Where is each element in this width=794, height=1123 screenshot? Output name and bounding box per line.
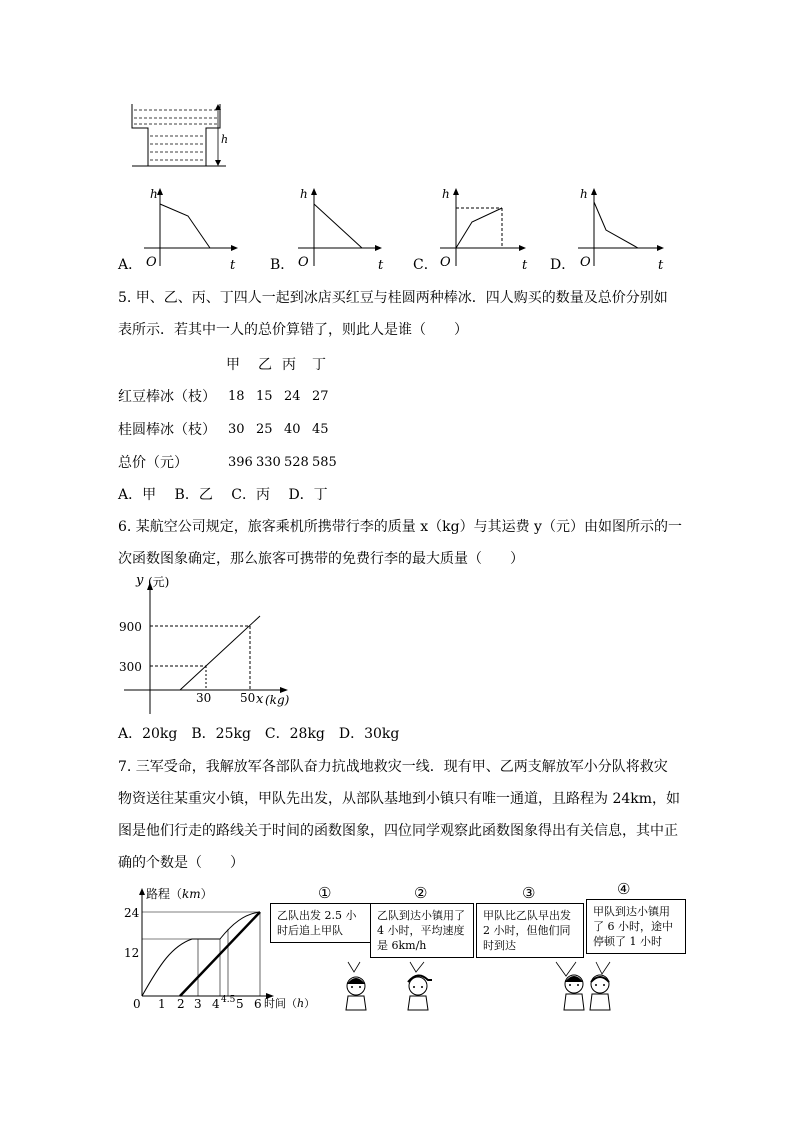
q5-row1-v3: 24 — [284, 389, 301, 404]
q6-y-unit: (元) — [148, 575, 170, 589]
graph-c — [436, 188, 546, 268]
bubble-1: 乙队出发 2.5 小时后追上甲队 — [270, 903, 372, 943]
q5-row1-v2: 15 — [256, 389, 273, 404]
q7-y-label-text: 路程（ — [146, 887, 183, 901]
q5-row2-v3: 40 — [284, 422, 301, 437]
q7-xtick-45: 4.5 — [221, 995, 236, 1005]
q6-line2: 次函数图象确定，那么旅客可携带的免费行李的最大质量（ ） — [118, 551, 524, 567]
graph-b-origin: O — [298, 255, 309, 270]
q7-line1: 7. 三军受命，我解放军各部队奋力抗战地救灾一线．现有甲、乙两支解放军小分队将救灾 — [118, 759, 668, 775]
container-figure — [128, 102, 228, 172]
graph-a-t: t — [230, 258, 236, 273]
bubble-3-number: ③ — [522, 884, 536, 902]
graph-b-option: B． — [270, 257, 295, 273]
q5-options: A．甲 B．乙 C．丙 D．丁 — [118, 487, 328, 503]
q5-header-bing: 丙 — [282, 357, 296, 373]
q7-line2: 物资送往某重灾小镇，甲队先出发，从部队基地到小镇只有唯一通道，且路程为 24km，如 — [118, 791, 681, 807]
q5-row3-v3: 528 — [284, 455, 309, 470]
q5-header-jia: 甲 — [226, 357, 240, 373]
graph-c-t: t — [522, 258, 528, 273]
graph-d-origin: O — [580, 255, 591, 270]
q5-row1-v1: 18 — [228, 389, 245, 404]
q5-row2-v4: 45 — [312, 422, 329, 437]
container-h-label: h — [221, 133, 229, 146]
graph-c-h: h — [442, 187, 450, 201]
q7-xtick-1: 1 — [158, 997, 166, 1011]
bubble-2: 乙队到达小镇用了 4 小时，平均速度是 6km/h — [370, 903, 474, 958]
q5-row1-v4: 27 — [312, 389, 329, 404]
q7-y-unit: km — [182, 887, 201, 901]
q6-x-label: x — [256, 692, 264, 707]
q6-xtick-30: 30 — [196, 691, 212, 705]
bubble-3: 甲队比乙队早出发 2 小时，但他们同时到达 — [476, 903, 584, 958]
q6-y-label: y — [136, 573, 144, 588]
q7-xtick-5: 5 — [236, 997, 244, 1011]
q5-row2-label: 桂圆棒冰（枝） — [118, 422, 216, 438]
bubble-2-number: ② — [414, 884, 428, 902]
q7-line4: 确的个数是（ ） — [118, 855, 244, 871]
q7-y-label — [146, 884, 213, 904]
q5-line1: 5. 甲、乙、丙、丁四人一起到冰店买红豆与桂圆两种棒冰．四人购买的数量及总价分别如 — [118, 290, 668, 306]
q5-row3-label: 总价（元） — [118, 455, 188, 471]
bubble-4: 甲队到达小镇用了 6 小时，途中停顿了 1 小时 — [586, 899, 686, 954]
graph-a-option: A． — [118, 257, 143, 273]
q5-row3-v2: 330 — [256, 455, 281, 470]
graph-c-option: C． — [413, 257, 438, 273]
q7-xtick-2: 2 — [177, 997, 185, 1011]
graph-c-origin: O — [440, 255, 451, 270]
q7-ytick-12: 12 — [124, 946, 140, 960]
q5-header-ding: 丁 — [312, 357, 326, 373]
student-figures — [290, 940, 710, 1020]
q5-row3-v4: 585 — [312, 455, 337, 470]
q5-row3-v1: 396 — [228, 455, 253, 470]
q5-row2-v1: 30 — [228, 422, 245, 437]
q7-x-unit: h — [297, 997, 305, 1010]
q6-ytick-900: 900 — [119, 620, 142, 634]
q7-xtick-6: 6 — [254, 997, 262, 1011]
q6-x-unit: (kg) — [265, 693, 290, 707]
graph-d-option: D． — [550, 257, 576, 273]
graph-d-h: h — [580, 187, 588, 201]
q7-x-label-text: 时间（ — [264, 997, 297, 1010]
graph-b-t: t — [378, 258, 384, 273]
q7-xtick-4: 4 — [212, 997, 220, 1011]
q5-row1-label: 红豆棒冰（枝） — [118, 389, 216, 405]
bubble-1-number: ① — [318, 884, 332, 902]
graph-b — [294, 188, 404, 268]
q7-ytick-24: 24 — [124, 906, 140, 920]
q6-xtick-50: 50 — [240, 691, 256, 705]
q5-line2: 表所示．若其中一人的总价算错了，则此人是谁（ ） — [118, 322, 468, 338]
q6-ytick-300: 300 — [119, 660, 142, 674]
q5-row2-v2: 25 — [256, 422, 273, 437]
q5-header-yi: 乙 — [258, 357, 272, 373]
graph-d-t: t — [658, 258, 664, 273]
q7-xtick-3: 3 — [194, 997, 202, 1011]
graph-a-h: h — [150, 187, 158, 201]
graph-b-h: h — [300, 187, 308, 201]
bubble-4-number: ④ — [617, 880, 631, 898]
q6-options: A．20kg B．25kg C．28kg D．30kg — [118, 726, 400, 742]
q7-y-close: ） — [200, 887, 213, 901]
q7-origin: 0 — [133, 997, 141, 1011]
graph-a-origin: O — [146, 255, 157, 270]
q6-line1: 6. 某航空公司规定，旅客乘机所携带行李的质量 x（kg）与其运费 y（元）由如图所示的一 — [118, 519, 682, 535]
q7-x-close: ） — [304, 997, 316, 1010]
q7-line3: 图是他们行走的路线关于时间的函数图象，四位同学观察此函数图象得出有关信息，其中正 — [118, 823, 678, 839]
q6-graph — [120, 578, 320, 718]
